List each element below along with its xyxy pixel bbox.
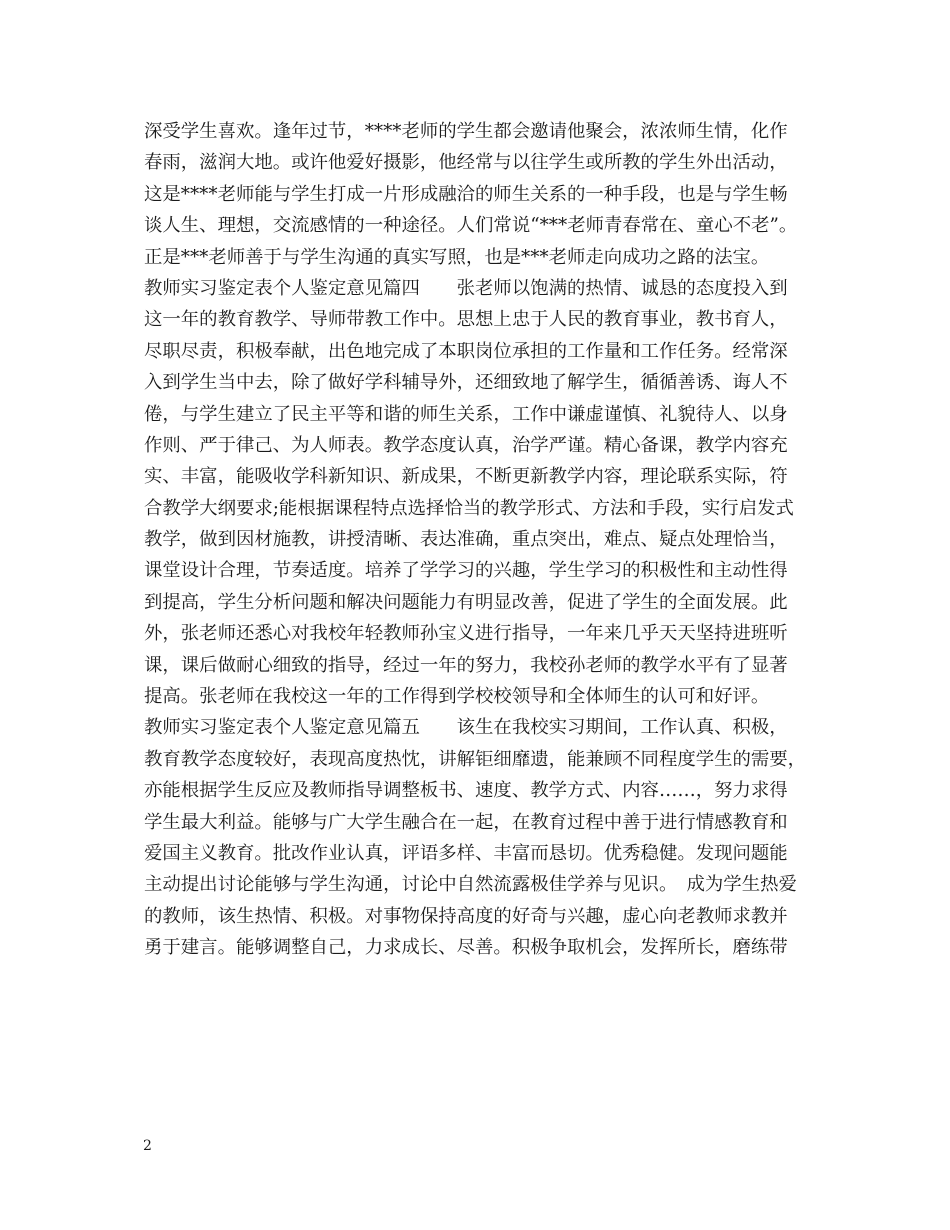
text-line: 爱国主义教育。批改作业认真，评语多样、丰富而恳切。优秀稳健。发现问题能 bbox=[144, 842, 788, 864]
text-line: 课堂设计合理，节奏适度。培养了学学习的兴趣，学生学习的积极性和主动性得 bbox=[144, 560, 788, 582]
text-line: 这一年的教育教学、导师带教工作中。思想上忠于人民的教育事业，教书育人， bbox=[144, 309, 788, 331]
text-line: 深受学生喜欢。逢年过节，****老师的学生都会邀请他聚会，浓浓师生情，化作 bbox=[144, 121, 788, 142]
body-text bbox=[144, 116, 834, 964]
text-line: 的教师，该生热情、积极。对事物保持高度的好奇与兴趣，虚心向老教师求教并 bbox=[144, 905, 788, 927]
text-line: 外，张老师还悉心对我校年轻教师孙宝义进行指导，一年来几乎天天坚持进班听 bbox=[144, 623, 788, 645]
text-line: 课，课后做耐心细致的指导，经过一年的努力，我校孙老师的教学水平有了显著 bbox=[144, 654, 788, 676]
text-line: 到提高，学生分析问题和解决问题能力有明显改善，促进了学生的全面发展。此 bbox=[144, 591, 788, 613]
text-line: 实、丰富，能吸收学科新知识、新成果，不断更新教学内容，理论联系实际，符 bbox=[144, 466, 788, 488]
text-line: 春雨，滋润大地。或许他爱好摄影，他经常与以往学生或所教的学生外出活动， bbox=[144, 152, 788, 174]
text-line: 作则、严于律己、为人师表。教学态度认真，治学严谨。精心备课，教学内容充 bbox=[144, 434, 788, 456]
page-number: 2 bbox=[143, 1138, 152, 1154]
text-line: 教师实习鉴定表个人鉴定意见篇五 该生在我校实习期间，工作认真、积极， bbox=[144, 717, 788, 739]
text-line: 主动提出讨论能够与学生沟通，讨论中自然流露极佳学养与见识。 成为学生热爱 bbox=[144, 874, 797, 896]
text-line: 提高。张老师在我校这一年的工作得到学校校领导和全体师生的认可和好评。 bbox=[144, 686, 770, 708]
text-line: 入到学生当中去，除了做好学科辅导外，还细致地了解学生，循循善诱、诲人不 bbox=[144, 372, 788, 394]
text-line: 亦能根据学生反应及教师指导调整板书、速度、教学方式、内容……，努力求得 bbox=[144, 780, 788, 802]
text-line: 教育教学态度较好，表现高度热忱，讲解钜细靡遗，能兼顾不同程度学生的需要， bbox=[144, 748, 807, 770]
text-line: 合教学大纲要求;能根据课程特点选择恰当的教学形式、方法和手段，实行启发式 bbox=[144, 497, 794, 519]
text-line: 学生最大利益。能够与广大学生融合在一起，在教育过程中善于进行情感教育和 bbox=[144, 811, 788, 833]
text-line: 勇于建言。能够调整自己，力求成长、尽善。积极争取机会，发挥所长，磨练带 bbox=[144, 937, 788, 959]
text-line: 教师实习鉴定表个人鉴定意见篇四 张老师以饱满的热情、诚恳的态度投入到 bbox=[144, 277, 788, 299]
text-line: 教学，做到因材施教，讲授清晰、表达准确，重点突出，难点、疑点处理恰当， bbox=[144, 529, 788, 551]
text-line: 谈人生、理想，交流感情的一种途径。人们常说“***老师青春常在、童心不老”。 bbox=[144, 215, 798, 237]
text-line: 正是***老师善于与学生沟通的真实写照，也是***老师走向成功之路的法宝。 bbox=[144, 246, 770, 268]
text-line: 尽职尽责，积极奉献，出色地完成了本职岗位承担的工作量和工作任务。经常深 bbox=[144, 340, 788, 362]
text-line: 这是****老师能与学生打成一片形成融洽的师生关系的一种手段，也是与学生畅 bbox=[144, 183, 788, 205]
text-line: 倦，与学生建立了民主平等和谐的师生关系，工作中谦虚谨慎、礼貌待人、以身 bbox=[144, 403, 788, 425]
